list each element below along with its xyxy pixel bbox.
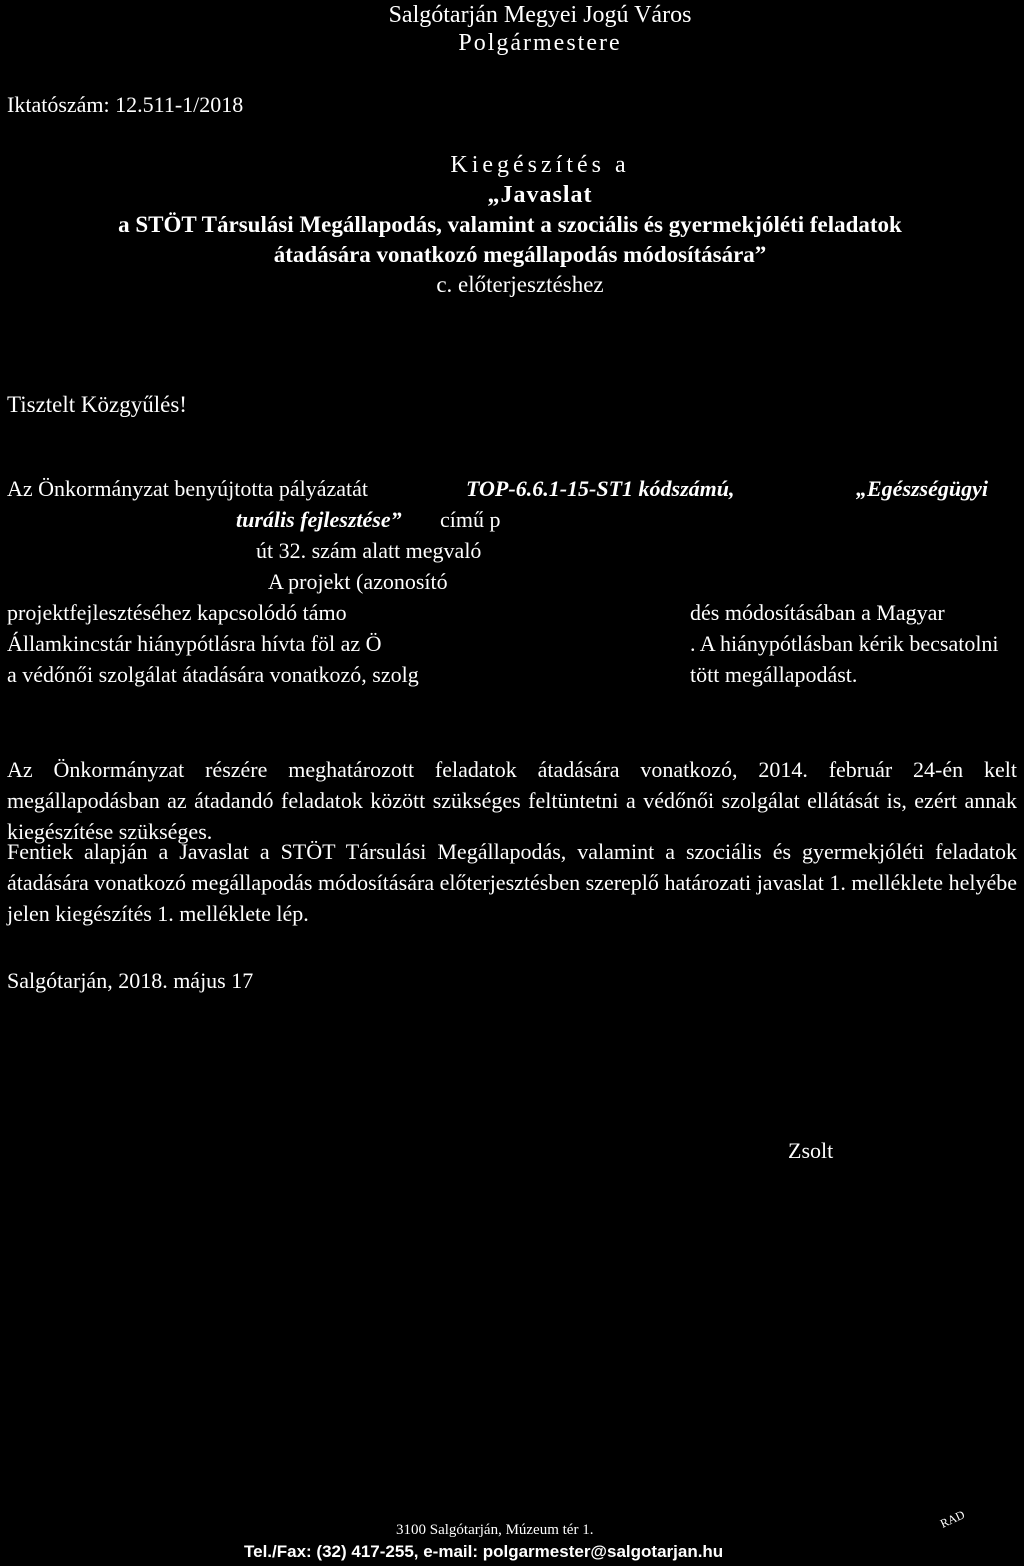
para1-line3: út 32. szám alatt megvaló — [256, 538, 482, 563]
para1-line2-a: turális fejlesztése” — [236, 507, 402, 532]
para1-line2-b: című p — [440, 507, 501, 532]
registration-number: Iktatószám: 12.511-1/2018 — [7, 92, 244, 117]
para1-line6-a: Államkincstár hiánypótlásra hívta föl az Ö — [7, 631, 382, 656]
signature-name: Zsolt — [788, 1138, 834, 1163]
header-city: Salgótarján Megyei Jogú Város — [388, 2, 692, 28]
para1-line1-c: „Egészségügyi — [856, 476, 988, 501]
para1-line1-a: Az Önkormányzat benyújtotta pályázatát — [7, 476, 369, 501]
para1-line5-a: projektfejlesztéséhez kapcsolódó támo — [7, 600, 347, 625]
para1-line4: A projekt (azonosító — [268, 569, 448, 594]
header-office: Polgármestere — [458, 30, 622, 56]
footer-address: 3100 Salgótarján, Múzeum tér 1. — [396, 1522, 594, 1538]
footer-contact: Tel./Fax: (32) 417-255, e-mail: polgarmester@salgotarjan.hu — [244, 1542, 724, 1561]
title-line-3: a STÖT Társulási Megállapodás, valamint a szociális és gyermekjóléti feladatok — [118, 212, 902, 237]
paragraph-3: Fentiek alapján a Javaslat a STÖT Társulási Megállapodás, valamint a szociális és gyermekjóléti feladatok átadására vonatkozó megállapodás módosítására előterjesztésben szereplő határozati javaslat 1. melléklete helyébe jelen kiegészítés 1. melléklete lép. — [7, 839, 1017, 926]
para1-line7-b: tött megállapodást. — [690, 662, 858, 687]
document-date: Salgótarján, 2018. május 17 — [7, 968, 254, 993]
para1-line5-b: dés módosításában a Magyar — [690, 600, 945, 625]
greeting: Tisztelt Közgyűlés! — [7, 392, 187, 417]
paragraph-2: Az Önkormányzat részére meghatározott feladatok átadására vonatkozó, 2014. február 24-én kelt megállapodásban az átadandó feladatok között szükséges feltüntetni a védőnői szolgálat ellátását is, ezért annak kiegészítése szükséges. — [7, 757, 1017, 844]
title-line-1: Kiegészítés a — [450, 152, 630, 178]
para1-line1-b: TOP-6.6.1-15-ST1 kódszámú, — [466, 476, 735, 501]
title-line-5: c. előterjesztéshez — [436, 272, 604, 297]
para1-line7-a: a védőnői szolgálat átadására vonatkozó, szolg — [7, 662, 419, 687]
stamp-mark: RAD — [938, 1507, 967, 1531]
para1-line6-b: . A hiánypótlásban kérik becsatolni — [690, 631, 999, 656]
title-line-2: „Javaslat — [487, 182, 593, 208]
title-line-4: átadására vonatkozó megállapodás módosítására” — [273, 242, 767, 267]
